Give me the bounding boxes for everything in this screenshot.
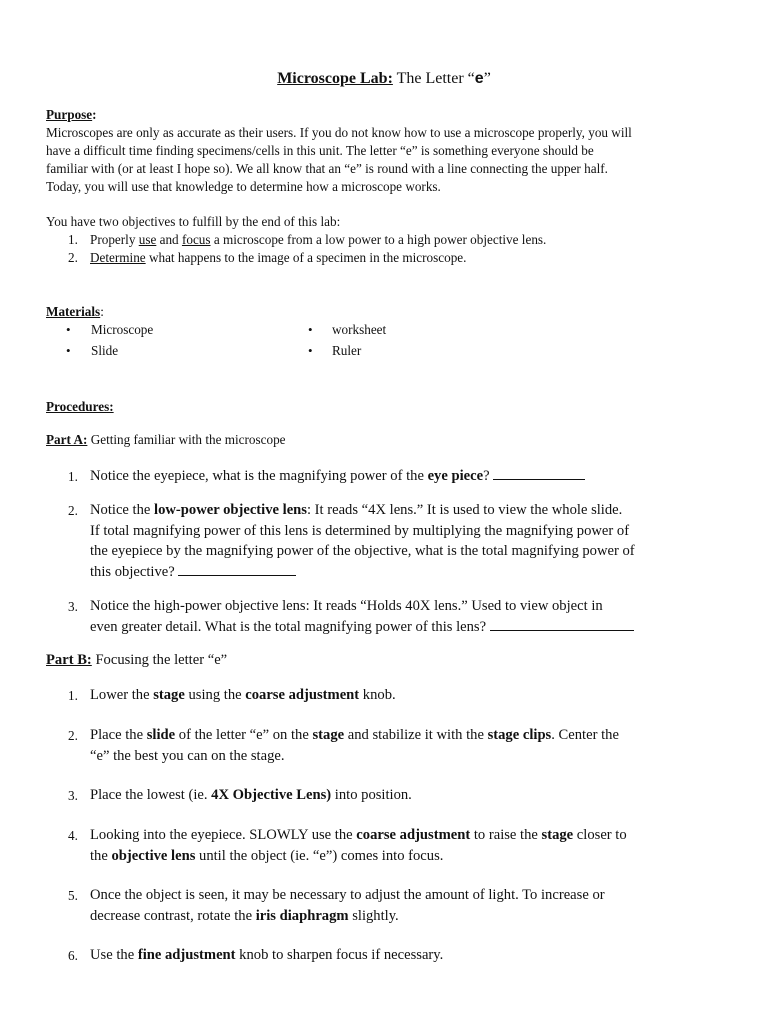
objective-text: and (156, 232, 182, 247)
part-a-title: Getting familiar with the microscope (87, 432, 286, 447)
title-letter-suffix: ” (483, 70, 491, 87)
step-keyword: stage (153, 687, 185, 703)
material-item: Ruler (332, 343, 362, 358)
step-text-part: until the object (ie. “e”) comes into focus. (195, 847, 444, 864)
purpose-colon: : (92, 107, 97, 122)
step-keyword: objective lens (111, 847, 196, 864)
step-number: 1. (68, 688, 78, 703)
question-text (90, 596, 736, 637)
step-keyword: iris diaphragm (255, 907, 349, 924)
question-text (90, 500, 736, 582)
question-text (90, 466, 736, 487)
question-keyword: eye piece (427, 468, 484, 484)
step-text-part: closer to (573, 827, 627, 843)
step-text (90, 825, 736, 866)
step-text-part: to raise the (470, 827, 542, 843)
step-keyword: slide (146, 727, 176, 743)
step-text-part: Lower the (90, 687, 154, 703)
step-text-part: and stabilize it with the (344, 727, 488, 743)
objective-text: a microscope from a low power to a high power objective lens. (210, 232, 547, 247)
question-text-line: Notice the high-power objective lens: It reads “Holds 40X lens.” Used to view object in (90, 598, 603, 614)
materials-colon: : (100, 304, 104, 319)
objectives-section (46, 213, 546, 267)
answer-blank[interactable] (493, 466, 585, 480)
step-keyword: coarse adjustment (245, 687, 360, 703)
material-item: Slide (91, 343, 119, 358)
step-text (90, 725, 736, 766)
step-text (90, 785, 736, 806)
question-text-part: Notice the eyepiece, what is the magnifying power of the (90, 468, 428, 484)
part-b-heading (46, 650, 227, 671)
step-text-part: knob to sharpen focus if necessary. (235, 947, 444, 963)
step-number: 6. (68, 948, 78, 963)
question-text-line: the eyepiece by the magnifying power of the objective, what is the total magnifying power of (90, 543, 635, 559)
page-title (0, 70, 768, 88)
purpose-section (46, 106, 736, 196)
step-text-part: knob. (359, 687, 396, 703)
step-keyword: stage (312, 727, 345, 743)
step-text-part: the (90, 847, 112, 864)
question-number: 1. (68, 469, 78, 484)
step-text-part: into position. (331, 787, 412, 803)
purpose-line: have a difficult time finding specimens/cells in this unit. The letter “e” is something everyone should be (46, 143, 594, 158)
part-b-label: Part B: (46, 652, 92, 668)
step-text-part: Looking into the eyepiece. SLOWLY use the (90, 827, 357, 843)
step-text-part: of the letter “e” on the (175, 727, 313, 743)
objective-keyword: Determine (90, 250, 146, 265)
step-number: 2. (68, 728, 78, 743)
objective-keyword: focus (181, 232, 211, 247)
step-text-line: Once the object is seen, it may be necessary to adjust the amount of light. To increase or (90, 887, 605, 903)
objective-text: what happens to the image of a specimen in the microscope. (145, 250, 467, 265)
bullet-icon: • (308, 343, 313, 358)
step-text-part: Use the (90, 947, 138, 963)
step-keyword: fine adjustment (137, 947, 236, 963)
material-item: worksheet (332, 322, 387, 337)
answer-blank[interactable] (490, 617, 634, 631)
step-text-part: slightly. (348, 907, 399, 924)
answer-blank[interactable] (178, 562, 296, 576)
step-text (90, 685, 736, 706)
objective-text: Properly (90, 232, 139, 247)
question-text-line: If total magnifying power of this lens is determined by multiplying the magnifying power of (90, 522, 630, 539)
question-text-part: this objective? (90, 563, 179, 580)
title-letter-prefix: The Letter “ (392, 70, 475, 87)
step-text (90, 885, 736, 926)
procedures-heading-row (46, 398, 114, 416)
objective-item (46, 231, 546, 249)
question-number: 3. (68, 599, 78, 614)
purpose-heading: Purpose (46, 107, 93, 122)
step-number: 5. (68, 888, 78, 903)
step-keyword: 4X Objective Lens) (211, 787, 332, 803)
bullet-icon: • (66, 322, 71, 337)
step-keyword: coarse adjustment (356, 827, 471, 843)
part-a-heading (46, 432, 286, 448)
step-text-part: decrease contrast, rotate the (90, 907, 256, 924)
step-text (90, 945, 736, 966)
step-text-part: Place the (90, 727, 147, 743)
objectives-list (46, 231, 546, 267)
question-number: 2. (68, 503, 78, 518)
purpose-line: Microscopes are only as accurate as their users. If you do not know how to use a microscope properly, you will (46, 125, 632, 140)
step-text-part: using the (184, 687, 246, 703)
purpose-line: Today, you will use that knowledge to determine how a microscope works. (46, 179, 441, 194)
bullet-icon: • (66, 343, 71, 358)
question-text-part: ? (483, 468, 494, 484)
objective-number: 1. (68, 232, 78, 247)
purpose-text (46, 124, 736, 196)
bullet-icon: • (308, 322, 313, 337)
question-text-part: Notice the (90, 502, 155, 518)
step-keyword: stage (541, 827, 574, 843)
step-text-part: Place the lowest (ie. (90, 787, 212, 803)
material-item: Microscope (91, 322, 154, 337)
purpose-line: familiar with (or at least I hope so). We all know that an “e” is round with a line connecting the upper half. (46, 161, 608, 176)
step-keyword: stage clips (487, 727, 552, 743)
materials-heading: Materials (46, 304, 101, 319)
question-text-part: : It reads “4X lens.” It is used to view the whole slide. (306, 502, 623, 518)
objectives-intro: You have two objectives to fulfill by the end of this lab: (46, 214, 341, 229)
step-text-part: . Center the (551, 727, 619, 743)
title-letter-e: e (474, 70, 484, 87)
objective-number: 2. (68, 250, 78, 265)
title-lab: Microscope Lab: (277, 70, 393, 87)
objective-keyword: use (138, 232, 157, 247)
question-keyword: low-power objective lens (154, 502, 307, 518)
part-a-label: Part A: (46, 432, 88, 447)
materials-heading-row (46, 303, 104, 321)
question-text-part: even greater detail. What is the total magnifying power of this lens? (90, 618, 490, 635)
step-number: 4. (68, 828, 78, 843)
procedures-heading: Procedures: (46, 399, 114, 414)
part-b-title: Focusing the letter “e” (91, 652, 228, 668)
objective-item (46, 249, 546, 267)
step-text-line: “e” the best you can on the stage. (90, 747, 285, 764)
step-number: 3. (68, 788, 78, 803)
